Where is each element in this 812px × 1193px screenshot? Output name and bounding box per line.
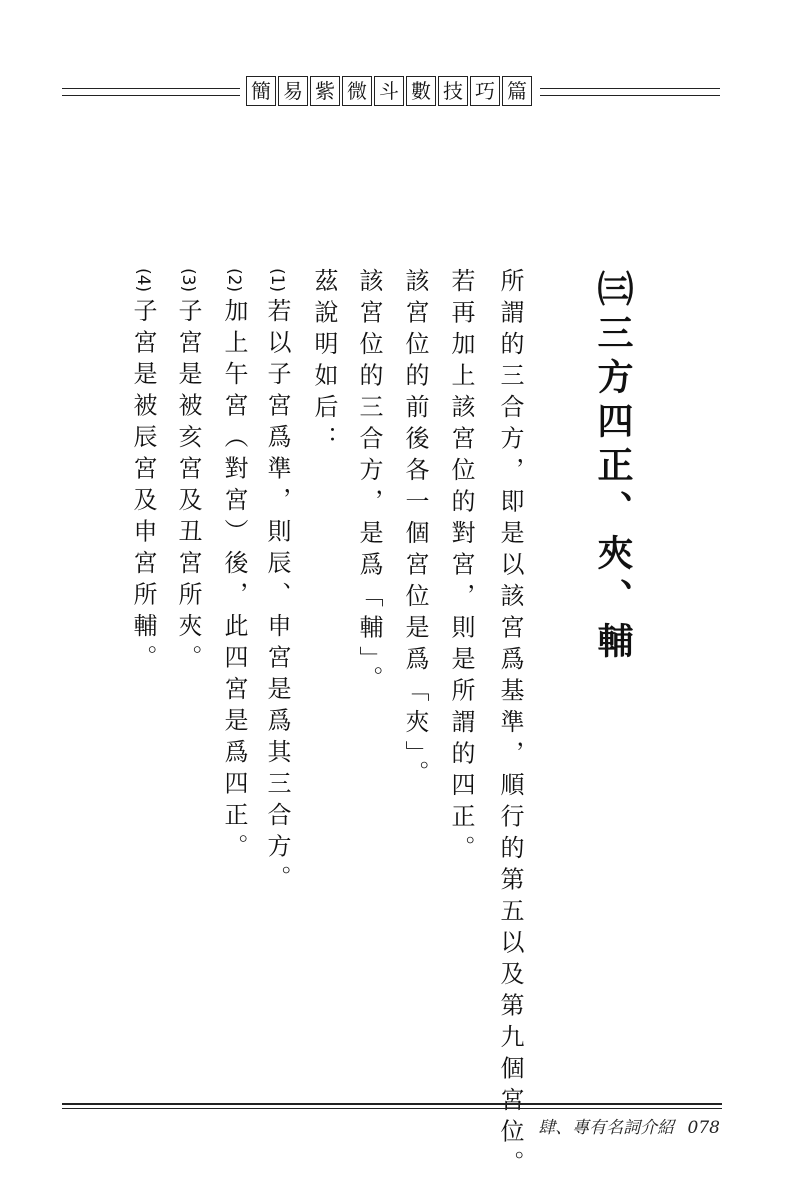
paragraph-triad: 所謂的三合方，即是以該宮爲基準，順行的第五以及第九個宮位。 (496, 268, 524, 1182)
list-item-text: 子宮是被辰宮及申宮所輔。 (129, 298, 157, 677)
book-title-char: 技 (438, 76, 468, 106)
list-item (131, 268, 155, 676)
paragraph-assist: 該宮位的三合方，是爲「輔」。 (355, 268, 383, 697)
book-title-char: 易 (278, 76, 308, 106)
list-item (176, 268, 200, 676)
book-title-char: 微 (342, 76, 372, 106)
footer-rule (62, 1103, 722, 1105)
header-rule-right (540, 88, 720, 89)
section-title: ㈢三方四正、夾、輔 (592, 270, 633, 666)
paragraph-flank: 該宮位的前後各一個宮位是爲「夾」。 (401, 268, 429, 792)
list-item-number: (2) (224, 268, 244, 293)
paragraph-four-directions: 若再加上該宮位的對宮，則是所謂的四正。 (447, 268, 475, 867)
header-rule-left-lower (62, 95, 240, 96)
chapter-label: 肆、專有名詞介紹 (538, 1118, 675, 1138)
book-title-char: 紫 (310, 76, 340, 106)
page-number: 078 (687, 1118, 720, 1138)
book-title-char: 簡 (246, 76, 276, 106)
header-rule-right-lower (540, 95, 720, 96)
list-item-number: (3) (178, 268, 198, 293)
footer-rule-thin (62, 1108, 722, 1109)
list-item (265, 268, 289, 897)
book-title-char: 數 (406, 76, 436, 106)
header-rule-left (62, 88, 240, 89)
list-item-number: (4) (133, 268, 153, 293)
list-item-number: (1) (267, 268, 287, 293)
book-title (246, 76, 532, 106)
paragraph-intro: 茲說明如后： (310, 268, 338, 457)
list-item-text: 加上午宮（對宮）後，此四宮是爲四正。 (220, 298, 248, 866)
footer (538, 1113, 720, 1138)
book-title-char: 巧 (470, 76, 500, 106)
book-title-char: 斗 (374, 76, 404, 106)
list-item-text: 子宮是被亥宮及丑宮所夾。 (174, 298, 202, 677)
list-item-text: 若以子宮爲準，則辰、申宮是爲其三合方。 (263, 298, 291, 897)
book-title-char: 篇 (502, 76, 532, 106)
list-item (222, 268, 246, 865)
